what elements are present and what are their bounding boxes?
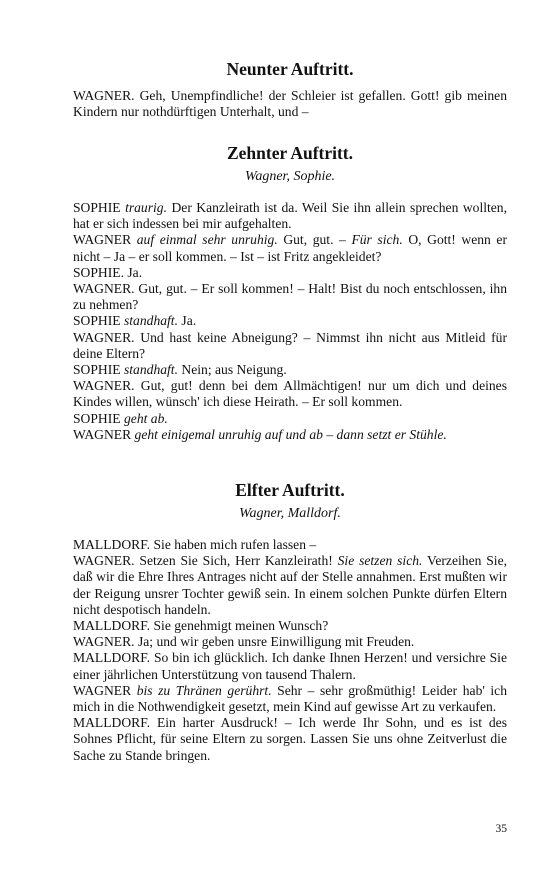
- dialogue-text: WAGNER. Gut, gut! denn bei dem Allmächtigen! nur um dich und deines Kindes willen, wünsch' ich diese Heirath. – Er soll kommen.: [73, 378, 507, 410]
- dialogue-text: WAGNER. Geh, Unempfindliche! der Schleier ist gefallen. Gott! gib meinen Kindern nur nothdürftigen Unterhalt, und –: [73, 88, 507, 120]
- dialogue-line: [73, 618, 507, 634]
- dialogue-text: MALLDORF. So bin ich glücklich. Ich danke Ihnen Herzen! und versichre Sie einer jährlichen Unterstützung von tausend Thalern.: [73, 650, 507, 682]
- dialogue-text: Nein; aus Neigung.: [178, 362, 287, 378]
- dialogue-line: [73, 634, 507, 650]
- scene-cast: Wagner, Sophie.: [244, 169, 336, 184]
- dialogue-text: WAGNER: [73, 232, 137, 248]
- dialogue-line: [73, 362, 507, 378]
- dialogue-line: [73, 232, 507, 264]
- scene-cast: Wagner, Malldorf.: [239, 506, 341, 521]
- page-number: 35: [495, 823, 507, 835]
- scene-zehnter: [73, 142, 507, 443]
- dialogue-text: MALLDORF. Sie haben mich rufen lassen –: [73, 537, 317, 552]
- stage-direction: auf einmal sehr unruhig.: [136, 232, 278, 248]
- scene-text: [73, 537, 507, 764]
- dialogue-line: [73, 378, 507, 410]
- dialogue-text: WAGNER. Und hast keine Abneigung? – Nimmst ihn nicht aus Mitleid für deine Eltern?: [73, 329, 507, 361]
- dialogue-line: [73, 553, 507, 618]
- dialogue-line: [73, 715, 507, 764]
- stage-direction: standhaft.: [123, 362, 178, 378]
- dialogue-text: MALLDORF. Sie genehmigt meinen Wunsch?: [73, 618, 329, 634]
- stage-direction: traurig.: [125, 200, 167, 215]
- scene-title: Neunter Auftritt.: [226, 59, 354, 79]
- dialogue-text: Sehr – sehr großmüthig! Leider hab' ich mich in die Nothwendigkeit gesetzt, mein Kind auf gewisse Art zu verkaufen.: [73, 682, 508, 715]
- dialogue-text: Gut, gut. –: [277, 232, 352, 248]
- stage-direction: standhaft.: [123, 313, 178, 329]
- stage-direction: geht ab.: [123, 410, 168, 426]
- scene-elfter: [73, 479, 507, 764]
- stage-direction: Sie setzen sich.: [337, 553, 423, 569]
- dialogue-line: [73, 411, 507, 427]
- scene-title: Zehnter Auftritt.: [226, 143, 354, 163]
- dialogue-text: SOPHIE: [73, 362, 124, 378]
- scene-neunter: [73, 58, 507, 120]
- scene-title: Elfter Auftritt.: [235, 480, 345, 500]
- dialogue-text: Der Kanzleirath ist da. Weil Sie ihn allein sprechen wollten, hat er sich indessen bei mir aufgehalten.: [73, 200, 508, 232]
- dialogue-line: [73, 427, 507, 443]
- dialogue-text: MALLDORF. Ein harter Ausdruck! – Ich werde Ihr Sohn, und es ist des Sohnes Pflicht, für seine Eltern zu sorgen. Lassen Sie uns ohne Zeitverlust die Sache zu Stande bringen.: [73, 715, 507, 763]
- dialogue-line: [73, 537, 507, 553]
- dialogue-text: WAGNER. Gut, gut. – Er soll kommen! – Halt! Bist du noch entschlossen, ihn zu nehmen?: [73, 281, 507, 313]
- dialogue-text: O, Gott! wenn er nicht – Ja – er soll kommen. – Ist – ist Fritz angekleidet?: [73, 232, 507, 264]
- dialogue-line: [73, 281, 507, 313]
- dialogue-text: SOPHIE. Ja.: [73, 264, 143, 280]
- dialogue-text: Ja.: [178, 313, 197, 329]
- dialogue-line: [73, 330, 507, 362]
- dialogue-line: [73, 313, 507, 329]
- dialogue-text: WAGNER. Setzen Sie Sich, Herr Kanzleirath!: [73, 553, 338, 569]
- dialogue-line: [73, 650, 507, 682]
- dialogue-line: [73, 88, 507, 120]
- dialogue-text: SOPHIE: [73, 200, 126, 215]
- stage-direction: bis zu Thränen gerührt.: [136, 682, 272, 698]
- dialogue-line: [73, 200, 507, 232]
- dialogue-text: SOPHIE: [73, 313, 124, 329]
- dialogue-text: WAGNER: [73, 682, 137, 698]
- stage-direction: Für sich.: [351, 232, 403, 248]
- dialogue-line: [73, 265, 507, 281]
- scene-text: [73, 88, 507, 120]
- dialogue-text: WAGNER: [73, 426, 135, 442]
- scene-text: [73, 200, 507, 443]
- dialogue-text: Verzeihen Sie, daß wir die Ehre Ihres Antrages nicht auf der Stelle annahmen. Erst mußten wir der Reigung unsrer Tochter gewiß sein. In einem solchen Punkte dürfen Eltern nicht despotisch handeln.: [73, 553, 508, 617]
- stage-direction: geht einigemal unruhig auf und ab – dann setzt er Stühle.: [134, 426, 447, 442]
- dialogue-text: WAGNER. Ja; und wir geben unsre Einwilligung mit Freuden.: [73, 634, 415, 650]
- dialogue-line: [73, 683, 507, 715]
- dialogue-text: SOPHIE: [73, 410, 124, 426]
